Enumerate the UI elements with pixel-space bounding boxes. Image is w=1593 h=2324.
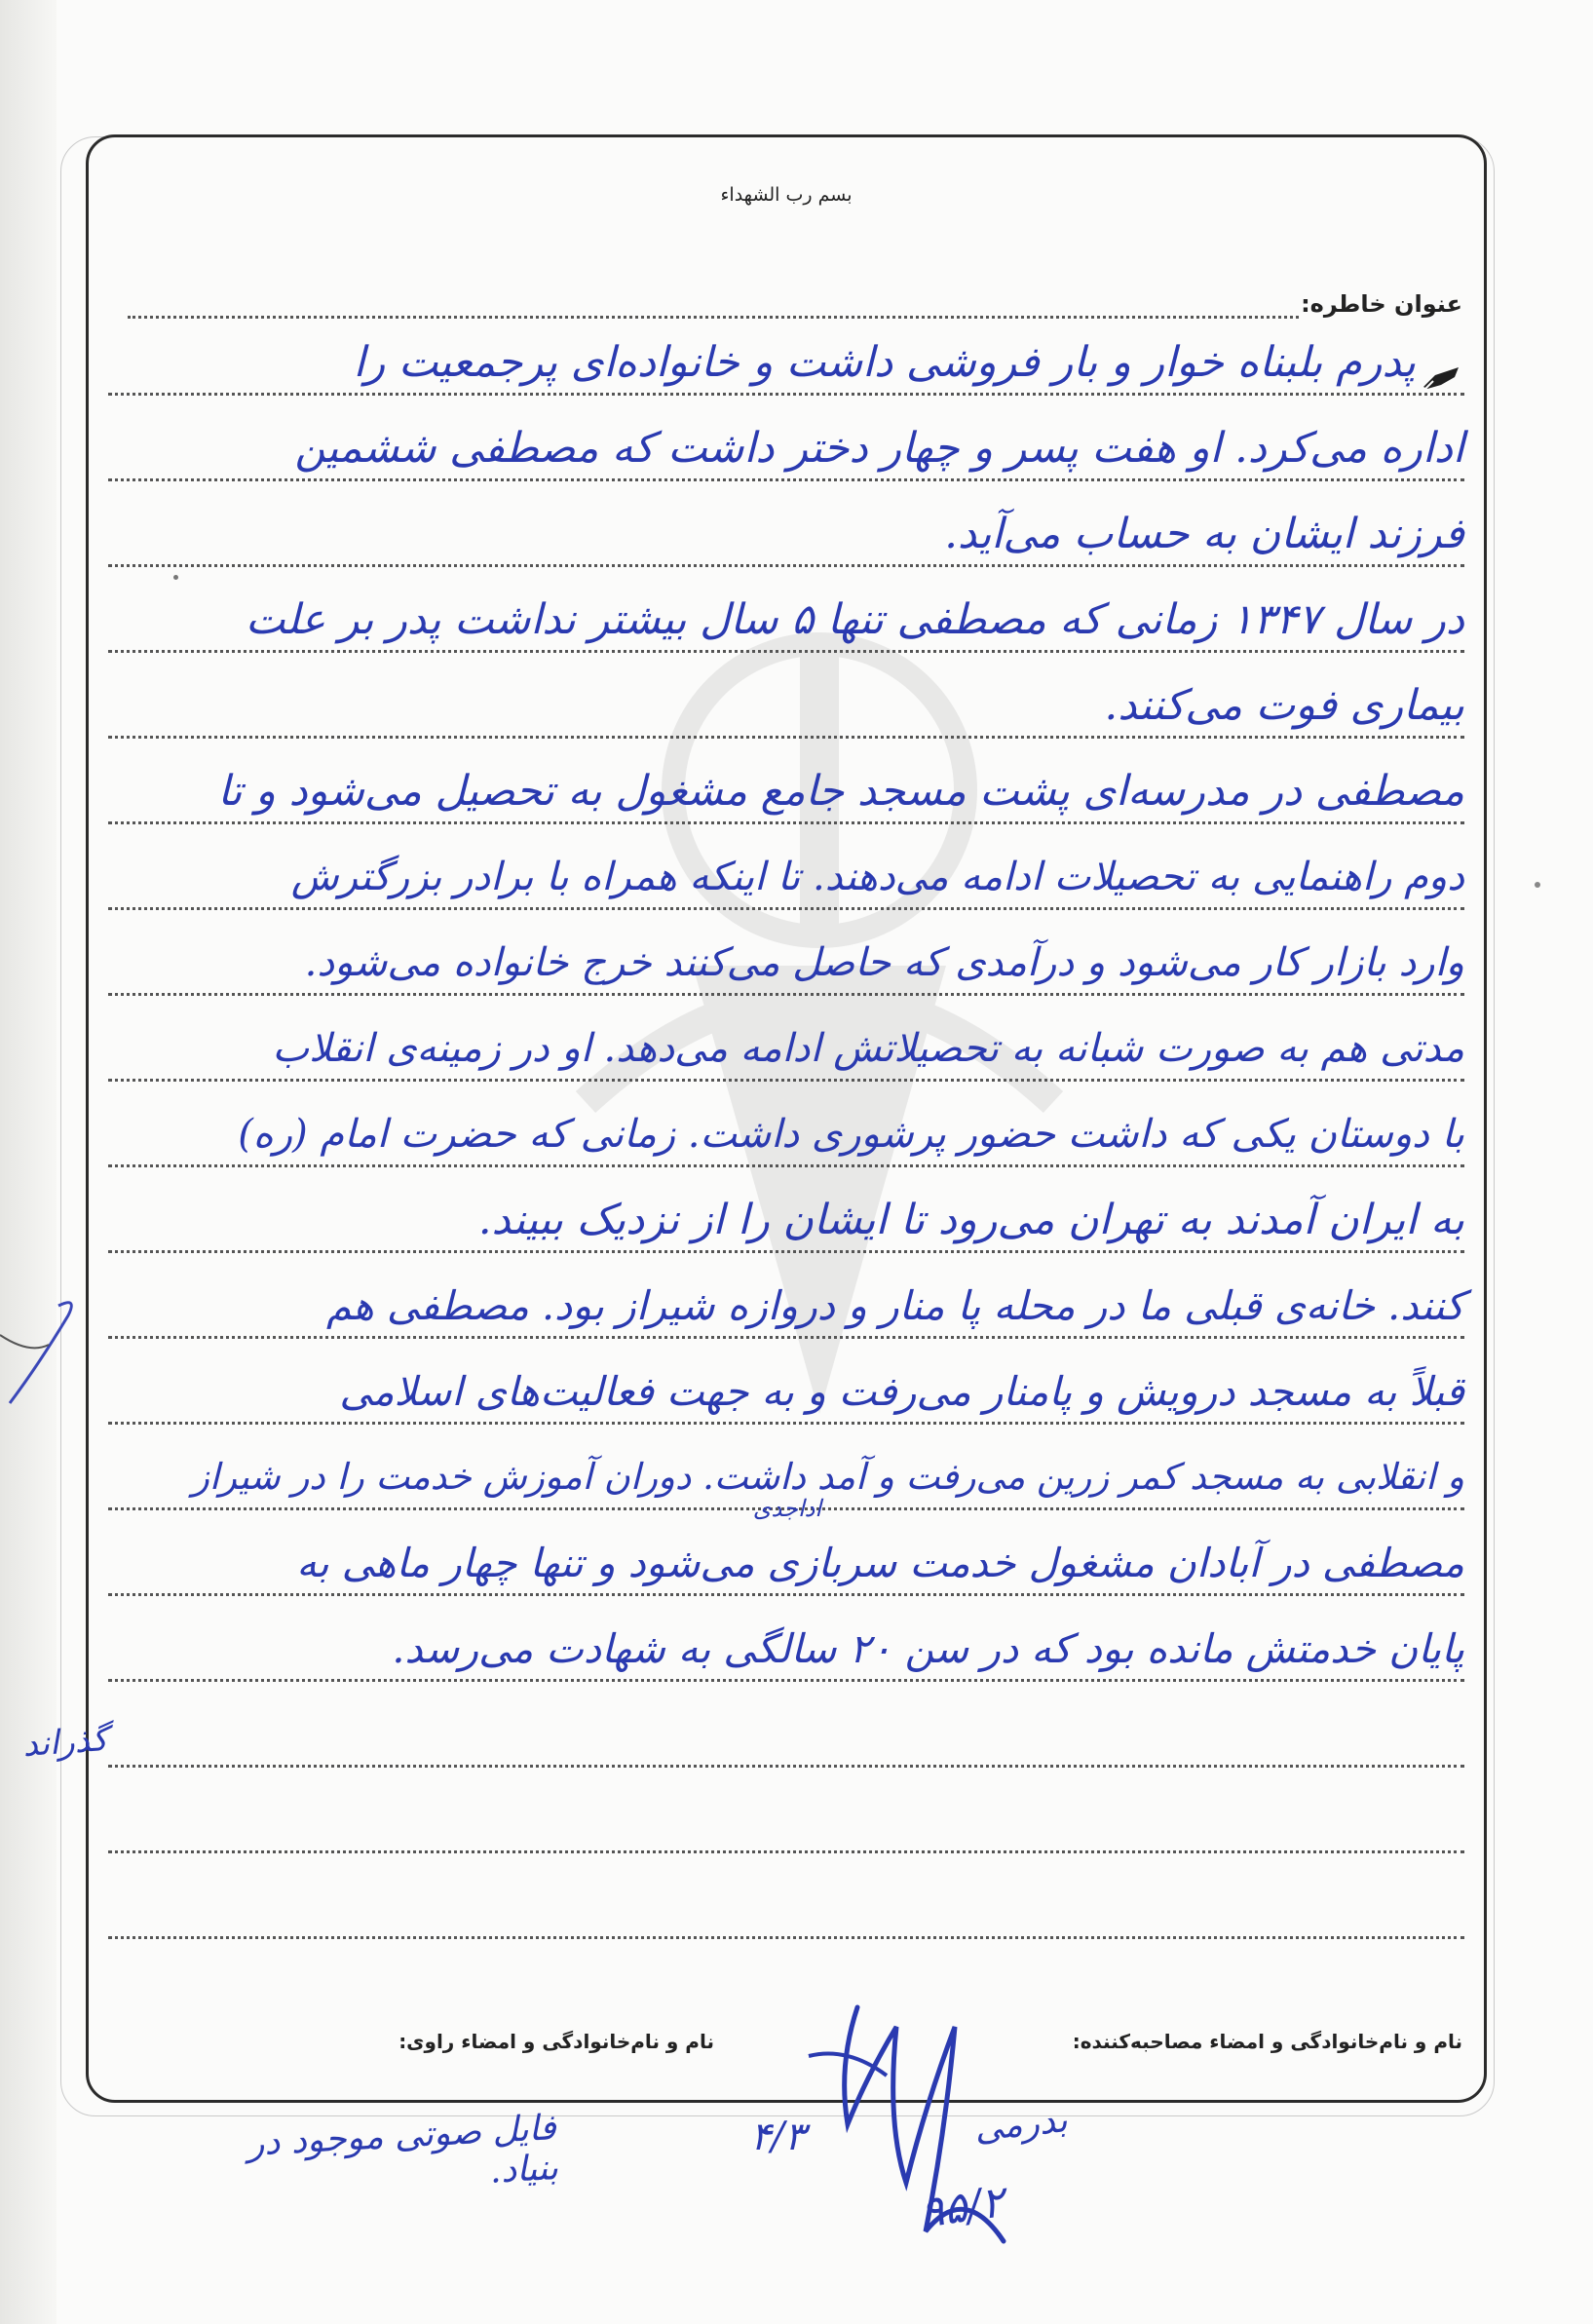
ruled-line [108, 1850, 1464, 1853]
handwritten-line: مصطفی در مدرسه‌ای پشت مسجد جامع مشغول به تحصیل می‌شود و تا [217, 767, 1464, 816]
handwritten-line: با دوستان یکی که داشت حضور پرشوری داشت. زمانی که حضرت امام (ره) [238, 1112, 1464, 1157]
handwritten-line: اداره می‌کرد. او هفت پسر و چهار دختر داشت که مصطفی ششمین [294, 424, 1464, 473]
signature-code: ۹۵/۲ [917, 2177, 1007, 2238]
handwritten-line: پایان خدمتش مانده بود که در سن ۲۰ سالگی به شهادت می‌رسد. [392, 1625, 1464, 1672]
margin-scribble-icon [0, 1276, 88, 1432]
handwritten-line: فرزند ایشان به حساب می‌آید. [944, 510, 1464, 558]
signature-name: بدرمی [972, 2100, 1070, 2150]
memory-title-field[interactable] [128, 316, 1299, 319]
handwritten-line: مصطفی در آبادان مشغول خدمت سربازی می‌شود و تنها چهار ماهی به [296, 1540, 1464, 1586]
margin-note: گذراند [21, 1720, 109, 1765]
ruled-line [108, 1765, 1464, 1768]
handwritten-line: در سال ۱۳۴۷ زمانی که مصطفی تنها ۵ سال بیشتر نداشت پدر بر علت [245, 595, 1464, 644]
signature-fraction: ۴/۳ [750, 2114, 806, 2159]
handwritten-line: قبلاً به مسجد درویش و پامنار می‌رفت و به جهت فعالیت‌های اسلامی [339, 1368, 1464, 1415]
handwritten-insert: اداجدی [752, 1495, 821, 1522]
handwritten-line: پدرم بلبناه خوار و بار فروشی داشت و خانواده‌ای پرجمعیت را [353, 338, 1416, 387]
ink-spot [1535, 882, 1540, 888]
handwritten-line: کنند. خانه‌ی قبلی ما در محله پا منار و دروازه شیراز بود. مصطفی هم [325, 1282, 1464, 1329]
handwritten-line: بیماری فوت می‌کنند. [1104, 681, 1464, 730]
handwritten-line: مدتی هم به صورت شبانه به تحصیلاتش ادامه می‌دهد. او در زمینه‌ی انقلاب [272, 1026, 1464, 1071]
interviewer-signature-label: نام و نام‌خانوادگی و امضاء مصاحبه‌کننده: [1072, 2030, 1462, 2053]
handwritten-line: وارد بازار کار می‌شود و درآمدی که حاصل می‌کنند خرج خانواده می‌شود. [304, 940, 1464, 985]
handwritten-line: و انقلابی به مسجد کمر زرین می‌رفت و آمد داشت. دوران آموزش خدمت را در شیراز [191, 1456, 1464, 1498]
ink-spot [173, 575, 178, 580]
header-bismillah: بسم رب الشهداء [720, 184, 853, 206]
page-edge [0, 0, 57, 2324]
memory-title-label: عنوان خاطره: [1301, 290, 1462, 318]
pen-hand-icon [1422, 363, 1462, 391]
handwritten-line: دوم راهنمایی به تحصیلات ادامه می‌دهند. تا اینکه همراه با برادر بزرگترش [290, 855, 1464, 899]
audio-file-note: فایل صوتی موجود در بنیاد. [246, 2108, 559, 2191]
narrator-signature-label: نام و نام‌خانوادگی و امضاء راوی: [398, 2030, 714, 2053]
handwritten-line: به ایران آمدند به تهران می‌رود تا ایشان را از نزدیک ببیند. [477, 1196, 1464, 1244]
ruled-line [108, 1936, 1464, 1939]
memory-form [86, 134, 1487, 2103]
